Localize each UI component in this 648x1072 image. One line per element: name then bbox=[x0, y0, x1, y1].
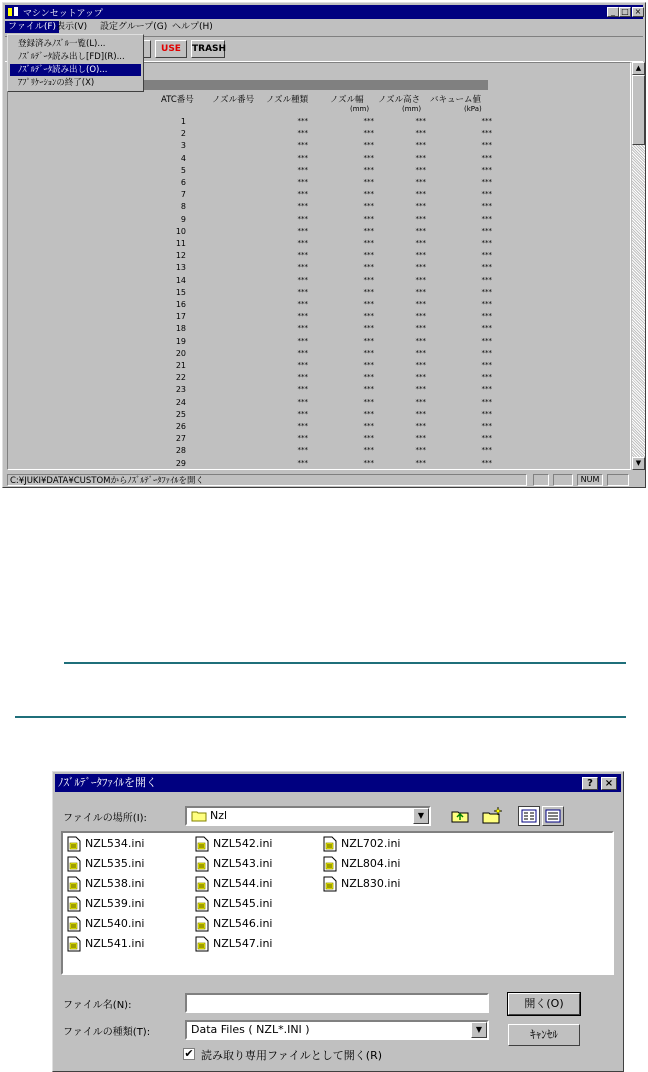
cell-vacuum: *** bbox=[481, 141, 492, 150]
cell-nozzle-height: *** bbox=[415, 153, 426, 162]
cell-nozzle-type: *** bbox=[297, 226, 308, 235]
cell-nozzle-type: *** bbox=[297, 409, 308, 418]
ini-file-icon bbox=[67, 836, 81, 852]
cell-nozzle-height: *** bbox=[415, 385, 426, 394]
cell-vacuum: *** bbox=[481, 226, 492, 235]
ini-file-icon bbox=[67, 856, 81, 872]
chevron-down-icon[interactable]: ▼ bbox=[471, 1022, 487, 1038]
cell-nozzle-type: *** bbox=[297, 312, 308, 321]
cell-vacuum: *** bbox=[481, 251, 492, 260]
cell-nozzle-width: *** bbox=[363, 226, 374, 235]
ini-file-icon bbox=[195, 876, 209, 892]
cancel-button[interactable]: ｷｬﾝｾﾙ bbox=[508, 1024, 580, 1046]
new-folder-button[interactable] bbox=[481, 806, 503, 826]
use-button[interactable]: USE bbox=[155, 40, 187, 58]
cell-atc-number: 16 bbox=[175, 300, 186, 309]
file-item[interactable] bbox=[195, 855, 272, 873]
cell-nozzle-width: *** bbox=[363, 361, 374, 369]
cell-vacuum: *** bbox=[481, 287, 492, 296]
lookin-label: ファイルの場所(I): bbox=[63, 813, 147, 824]
dialog-title-bar[interactable] bbox=[55, 774, 621, 792]
cell-nozzle-type: *** bbox=[297, 373, 308, 382]
cell-nozzle-height: *** bbox=[415, 117, 426, 125]
status-bar bbox=[5, 473, 645, 487]
cell-nozzle-height: *** bbox=[415, 275, 426, 284]
cell-atc-number: 28 bbox=[175, 446, 186, 456]
cell-nozzle-height: *** bbox=[415, 263, 426, 272]
cell-vacuum: *** bbox=[481, 165, 492, 174]
file-name: NZL538.ini bbox=[85, 877, 145, 890]
close-button[interactable]: × bbox=[632, 7, 644, 17]
file-item[interactable] bbox=[195, 895, 272, 913]
cell-nozzle-type: *** bbox=[297, 117, 308, 125]
menu-help[interactable]: ヘルプ(H) bbox=[172, 22, 213, 32]
file-item[interactable] bbox=[67, 855, 144, 873]
cell-nozzle-width: *** bbox=[363, 348, 374, 357]
menu-item-read-nozzle[interactable]: ﾉｽﾞﾙﾃﾞｰﾀ読み出し(O)... bbox=[10, 64, 141, 76]
filetype-label: ファイルの種類(T): bbox=[63, 1027, 151, 1038]
status-panel-2 bbox=[553, 474, 573, 486]
cell-vacuum: *** bbox=[481, 434, 492, 443]
cell-atc-number: 7 bbox=[180, 190, 186, 200]
cell-nozzle-type: *** bbox=[297, 141, 308, 150]
scroll-up-button[interactable]: ▲ bbox=[632, 62, 645, 75]
cell-nozzle-width: *** bbox=[363, 141, 374, 150]
menu-settings-group[interactable]: 設定グループ(G) bbox=[100, 22, 168, 32]
col-header-nozzle-number: ノズル番号 bbox=[212, 95, 255, 105]
open-nozzle-file-dialog bbox=[52, 771, 624, 1072]
cell-vacuum: *** bbox=[481, 324, 492, 333]
cell-atc-number: 14 bbox=[175, 275, 186, 285]
cell-vacuum: *** bbox=[481, 446, 492, 455]
dialog-close-button[interactable]: × bbox=[601, 777, 617, 790]
cell-nozzle-type: *** bbox=[297, 202, 308, 211]
ini-file-icon bbox=[195, 896, 209, 912]
cell-vacuum: *** bbox=[481, 373, 492, 382]
file-name: NZL545.ini bbox=[213, 897, 273, 910]
cell-atc-number: 17 bbox=[175, 312, 186, 322]
maximize-button[interactable]: □ bbox=[619, 7, 631, 17]
col-header-nozzle-height: ノズル高さ bbox=[378, 95, 421, 105]
minimize-button[interactable]: _ bbox=[607, 7, 619, 17]
cell-vacuum: *** bbox=[481, 348, 492, 357]
filename-input[interactable] bbox=[185, 993, 489, 1013]
cell-nozzle-width: *** bbox=[363, 165, 374, 174]
ini-file-icon bbox=[195, 936, 209, 952]
cell-nozzle-width: *** bbox=[363, 178, 374, 186]
ini-file-icon bbox=[323, 836, 337, 852]
menu-item-registered-nozzles[interactable]: 登録済みﾉｽﾞﾙ一覧(L)... bbox=[18, 39, 106, 49]
cell-nozzle-width: *** bbox=[363, 385, 374, 394]
cell-nozzle-height: *** bbox=[415, 422, 426, 430]
cell-atc-number: 1 bbox=[180, 117, 186, 126]
cell-nozzle-height: *** bbox=[415, 336, 426, 345]
col-header-atc: ATC番号 bbox=[161, 95, 194, 105]
cell-nozzle-width: *** bbox=[363, 397, 374, 406]
scroll-down-button[interactable]: ▼ bbox=[632, 457, 645, 470]
cell-nozzle-height: *** bbox=[415, 446, 426, 455]
cell-atc-number: 25 bbox=[175, 409, 186, 419]
file-item[interactable] bbox=[67, 835, 144, 853]
cell-vacuum: *** bbox=[481, 214, 492, 223]
readonly-label[interactable]: 読み取り専用ファイルとして開く(R) bbox=[201, 1049, 383, 1062]
cell-nozzle-width: *** bbox=[363, 214, 374, 223]
cell-atc-number: 19 bbox=[175, 336, 186, 346]
cell-vacuum: *** bbox=[481, 153, 492, 162]
folder-icon bbox=[191, 810, 207, 822]
readonly-checkbox[interactable]: ✔ bbox=[184, 1047, 194, 1060]
cell-nozzle-width: *** bbox=[363, 275, 374, 284]
cell-nozzle-height: *** bbox=[415, 129, 426, 138]
cell-vacuum: *** bbox=[481, 300, 492, 308]
cell-vacuum: *** bbox=[481, 263, 492, 272]
divider-line-top bbox=[64, 662, 626, 664]
file-item[interactable] bbox=[195, 875, 272, 893]
cell-nozzle-type: *** bbox=[297, 190, 308, 199]
file-name: NZL702.ini bbox=[341, 837, 401, 850]
cell-atc-number: 11 bbox=[175, 239, 186, 248]
status-num: NUM bbox=[577, 474, 603, 486]
new-folder-icon bbox=[481, 806, 503, 826]
cell-nozzle-height: *** bbox=[415, 214, 426, 223]
cell-vacuum: *** bbox=[481, 336, 492, 345]
cell-atc-number: 24 bbox=[175, 397, 186, 407]
cell-vacuum: *** bbox=[481, 239, 492, 247]
cell-vacuum: *** bbox=[481, 385, 492, 394]
lookin-value: Nzl bbox=[210, 809, 228, 822]
status-panel-1 bbox=[533, 474, 549, 486]
cell-vacuum: *** bbox=[481, 117, 492, 125]
filetype-value: Data Files ( NZL*.INI ) bbox=[191, 1023, 310, 1036]
cell-nozzle-width: *** bbox=[363, 202, 374, 211]
cell-nozzle-width: *** bbox=[363, 287, 374, 296]
cell-nozzle-width: *** bbox=[363, 409, 374, 418]
cell-atc-number: 4 bbox=[180, 153, 186, 163]
menu-item-read-nozzle-fd[interactable]: ﾉｽﾞﾙﾃﾞｰﾀ読み出し[FD](R)... bbox=[18, 52, 125, 62]
file-name: NZL830.ini bbox=[341, 877, 401, 890]
cell-atc-number: 15 bbox=[175, 287, 186, 297]
status-text: C:¥JUKI¥DATA¥CUSTOMからﾉｽﾞﾙﾃﾞｰﾀﾌｧｲﾙを開く bbox=[7, 474, 527, 486]
file-name: NZL543.ini bbox=[213, 857, 273, 870]
cell-nozzle-height: *** bbox=[415, 165, 426, 174]
cell-nozzle-type: *** bbox=[297, 153, 308, 162]
cell-nozzle-type: *** bbox=[297, 165, 308, 174]
app-icon bbox=[8, 7, 19, 17]
filename-label: ファイル名(N): bbox=[63, 1000, 132, 1011]
cell-nozzle-width: *** bbox=[363, 458, 374, 467]
cell-nozzle-width: *** bbox=[363, 129, 374, 138]
cell-nozzle-height: *** bbox=[415, 300, 426, 308]
cell-nozzle-height: *** bbox=[415, 239, 426, 247]
cell-nozzle-type: *** bbox=[297, 324, 308, 333]
cell-vacuum: *** bbox=[481, 275, 492, 284]
file-name: NZL804.ini bbox=[341, 857, 401, 870]
col-header-nozzle-width: ノズル幅 bbox=[330, 95, 364, 105]
cell-nozzle-type: *** bbox=[297, 348, 308, 357]
dialog-title: ﾉｽﾞﾙﾃﾞｰﾀﾌｧｲﾙを開く bbox=[58, 776, 157, 789]
menu-file[interactable]: ファイル(F) bbox=[5, 21, 59, 33]
ini-file-icon bbox=[67, 916, 81, 932]
cell-vacuum: *** bbox=[481, 409, 492, 418]
col-unit-width: (mm) bbox=[350, 105, 370, 113]
cell-atc-number: 6 bbox=[180, 178, 186, 187]
cell-nozzle-width: *** bbox=[363, 300, 374, 308]
divider-line-bottom bbox=[15, 716, 626, 718]
col-header-nozzle-type: ノズル種類 bbox=[266, 95, 309, 105]
cell-nozzle-type: *** bbox=[297, 336, 308, 345]
cell-nozzle-height: *** bbox=[415, 141, 426, 150]
help-button[interactable]: ? bbox=[582, 777, 598, 790]
cell-nozzle-type: *** bbox=[297, 385, 308, 394]
cell-nozzle-width: *** bbox=[363, 312, 374, 321]
cell-nozzle-width: *** bbox=[363, 336, 374, 345]
cell-nozzle-width: *** bbox=[363, 446, 374, 455]
cell-nozzle-type: *** bbox=[297, 287, 308, 296]
file-item[interactable] bbox=[67, 915, 144, 933]
cell-atc-number: 26 bbox=[175, 422, 186, 431]
ini-file-icon bbox=[67, 896, 81, 912]
cell-nozzle-height: *** bbox=[415, 312, 426, 321]
up-folder-icon bbox=[449, 806, 471, 826]
cell-atc-number: 18 bbox=[175, 324, 186, 334]
list-view-icon bbox=[519, 807, 539, 825]
cell-nozzle-type: *** bbox=[297, 129, 308, 138]
status-panel-4 bbox=[607, 474, 629, 486]
ini-file-icon bbox=[195, 916, 209, 932]
cell-nozzle-width: *** bbox=[363, 117, 374, 125]
cell-vacuum: *** bbox=[481, 312, 492, 321]
cell-atc-number: 23 bbox=[175, 385, 186, 395]
cell-nozzle-height: *** bbox=[415, 226, 426, 235]
cell-nozzle-type: *** bbox=[297, 251, 308, 260]
cell-nozzle-height: *** bbox=[415, 434, 426, 443]
cell-nozzle-type: *** bbox=[297, 446, 308, 455]
title-bar[interactable] bbox=[5, 5, 643, 19]
file-item[interactable] bbox=[67, 875, 144, 893]
file-list[interactable] bbox=[61, 831, 614, 975]
cell-nozzle-height: *** bbox=[415, 373, 426, 382]
scroll-thumb[interactable] bbox=[632, 75, 645, 145]
file-item[interactable] bbox=[195, 915, 272, 933]
trash-button[interactable]: TRASH bbox=[191, 40, 225, 58]
file-name: NZL542.ini bbox=[213, 837, 273, 850]
cell-atc-number: 2 bbox=[180, 129, 186, 139]
file-name: NZL535.ini bbox=[85, 857, 145, 870]
file-name: NZL544.ini bbox=[213, 877, 273, 890]
ini-file-icon bbox=[195, 836, 209, 852]
cell-nozzle-width: *** bbox=[363, 239, 374, 247]
cell-nozzle-type: *** bbox=[297, 214, 308, 223]
cell-nozzle-type: *** bbox=[297, 239, 308, 247]
file-item[interactable] bbox=[323, 855, 400, 873]
machine-setup-window bbox=[2, 2, 646, 488]
cell-nozzle-width: *** bbox=[363, 324, 374, 333]
cell-nozzle-height: *** bbox=[415, 287, 426, 296]
cell-nozzle-type: *** bbox=[297, 397, 308, 406]
ini-file-icon bbox=[67, 876, 81, 892]
cell-nozzle-width: *** bbox=[363, 263, 374, 272]
cell-atc-number: 20 bbox=[175, 348, 186, 358]
file-name: NZL534.ini bbox=[85, 837, 145, 850]
cell-vacuum: *** bbox=[481, 202, 492, 211]
toolbar-partial-button[interactable] bbox=[143, 40, 151, 58]
cell-atc-number: 12 bbox=[175, 251, 186, 261]
ini-file-icon bbox=[323, 856, 337, 872]
cell-nozzle-type: *** bbox=[297, 178, 308, 186]
menu-view[interactable]: 表示(V) bbox=[56, 22, 88, 32]
cell-nozzle-height: *** bbox=[415, 178, 426, 186]
file-item[interactable] bbox=[195, 935, 272, 953]
cell-vacuum: *** bbox=[481, 422, 492, 430]
cell-atc-number: 8 bbox=[180, 202, 186, 212]
open-button[interactable]: 開く(O) bbox=[508, 993, 580, 1015]
cell-atc-number: 29 bbox=[175, 458, 186, 468]
filetype-combo[interactable] bbox=[185, 1020, 489, 1040]
file-name: NZL547.ini bbox=[213, 937, 273, 950]
ini-file-icon bbox=[67, 936, 81, 952]
file-menu-dropdown bbox=[7, 34, 144, 92]
cell-nozzle-type: *** bbox=[297, 275, 308, 284]
file-item[interactable] bbox=[195, 835, 272, 853]
cell-nozzle-height: *** bbox=[415, 397, 426, 406]
menu-bar bbox=[5, 20, 643, 34]
cell-atc-number: 10 bbox=[175, 226, 186, 236]
cell-atc-number: 13 bbox=[175, 263, 186, 273]
cell-atc-number: 9 bbox=[180, 214, 186, 224]
file-item[interactable] bbox=[323, 875, 400, 893]
cell-vacuum: *** bbox=[481, 178, 492, 186]
cell-atc-number: 27 bbox=[175, 434, 186, 444]
file-name: NZL540.ini bbox=[85, 917, 145, 930]
file-item[interactable] bbox=[323, 835, 400, 853]
cell-nozzle-type: *** bbox=[297, 434, 308, 443]
file-name: NZL539.ini bbox=[85, 897, 145, 910]
cell-nozzle-type: *** bbox=[297, 300, 308, 308]
lookin-combo[interactable] bbox=[185, 806, 431, 826]
file-item[interactable] bbox=[67, 935, 144, 953]
cell-nozzle-width: *** bbox=[363, 153, 374, 162]
ini-file-icon bbox=[195, 856, 209, 872]
cell-atc-number: 5 bbox=[180, 165, 186, 175]
nozzle-table-area bbox=[7, 62, 631, 470]
file-item[interactable] bbox=[67, 895, 144, 913]
cell-nozzle-height: *** bbox=[415, 251, 426, 260]
cell-nozzle-height: *** bbox=[415, 202, 426, 211]
cell-nozzle-width: *** bbox=[363, 422, 374, 430]
cell-nozzle-type: *** bbox=[297, 458, 308, 467]
cell-atc-number: 3 bbox=[180, 141, 186, 151]
cell-atc-number: 22 bbox=[175, 373, 186, 383]
cell-nozzle-width: *** bbox=[363, 373, 374, 382]
cell-vacuum: *** bbox=[481, 397, 492, 406]
window-title: マシンセットアップ bbox=[23, 9, 103, 19]
details-view-icon bbox=[543, 807, 563, 825]
cell-nozzle-height: *** bbox=[415, 361, 426, 369]
file-name: NZL541.ini bbox=[85, 937, 145, 950]
up-folder-button[interactable] bbox=[449, 806, 471, 826]
cell-nozzle-width: *** bbox=[363, 434, 374, 443]
cell-nozzle-type: *** bbox=[297, 361, 308, 369]
cell-nozzle-height: *** bbox=[415, 190, 426, 199]
cell-nozzle-height: *** bbox=[415, 324, 426, 333]
cell-vacuum: *** bbox=[481, 190, 492, 199]
file-name: NZL546.ini bbox=[213, 917, 273, 930]
menu-item-exit[interactable]: ｱﾌﾟﾘｹｰｼｮﾝの終了(X) bbox=[18, 78, 95, 88]
cell-vacuum: *** bbox=[481, 129, 492, 138]
details-view-button[interactable] bbox=[542, 806, 564, 826]
chevron-down-icon[interactable]: ▼ bbox=[413, 808, 429, 824]
cell-vacuum: *** bbox=[481, 458, 492, 467]
list-view-button[interactable] bbox=[518, 806, 540, 826]
cell-nozzle-type: *** bbox=[297, 263, 308, 272]
cell-nozzle-height: *** bbox=[415, 409, 426, 418]
cell-nozzle-width: *** bbox=[363, 190, 374, 199]
ini-file-icon bbox=[323, 876, 337, 892]
cell-nozzle-width: *** bbox=[363, 251, 374, 260]
cell-atc-number: 21 bbox=[175, 361, 186, 370]
cell-vacuum: *** bbox=[481, 361, 492, 369]
cell-nozzle-height: *** bbox=[415, 458, 426, 467]
cell-nozzle-height: *** bbox=[415, 348, 426, 357]
col-unit-height: (mm) bbox=[402, 105, 422, 113]
col-header-vacuum: バキューム値 bbox=[430, 95, 482, 105]
vertical-scrollbar[interactable] bbox=[632, 62, 645, 470]
cell-nozzle-type: *** bbox=[297, 422, 308, 430]
col-unit-vacuum: (kPa) bbox=[464, 105, 482, 113]
